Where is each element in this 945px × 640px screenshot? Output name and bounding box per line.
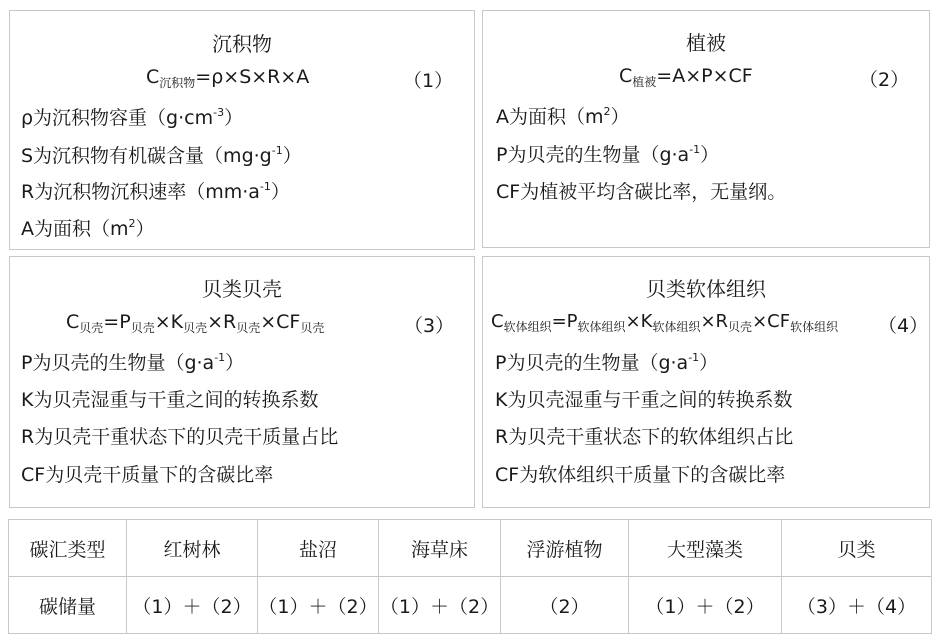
table-header-cell: 大型藻类 — [629, 520, 782, 577]
soft-tissue-line-biomass: P为贝壳的生物量$(g\cdot a^{-1})$ — [495, 351, 719, 374]
vegetation-formula: $C_{植被}=A\times P\times CF$ — [619, 65, 753, 89]
sediment-panel — [9, 10, 475, 250]
table-cell: （1）＋（2） — [258, 577, 379, 634]
table-cell: （3）＋（4） — [782, 577, 932, 634]
shell-panel — [9, 256, 475, 508]
table-header-cell: 红树林 — [127, 520, 258, 577]
table-cell: （1）＋（2） — [379, 577, 501, 634]
sediment-formula: $C_{沉积物}=\rho\times S\times R\times A$ — [146, 66, 310, 90]
shell-line-r: R为贝壳干重状态下的贝壳干质量占比 — [21, 426, 339, 448]
table-header-cell: 贝类 — [782, 520, 932, 577]
vegetation-line-area: A为面积$(m^2)$ — [496, 105, 630, 128]
vegetation-line-biomass: P为贝壳的生物量$(g\cdot a^{-1})$ — [496, 143, 720, 166]
table-header-cell: 浮游植物 — [501, 520, 629, 577]
table-header-cell: 海草床 — [379, 520, 501, 577]
sediment-title: 沉积物 — [212, 32, 272, 56]
soft-tissue-formula: $C_{软体组织}=P_{软体组织}\times K_{软体组织}\times R_{贝壳}\times CF_{软体组织}$ — [491, 311, 839, 334]
shell-line-biomass: P为贝壳的生物量$(g\cdot a^{-1})$ — [21, 351, 245, 374]
vegetation-panel — [482, 10, 930, 248]
table-header-cell: 碳汇类型 — [9, 520, 127, 577]
vegetation-line-cf: CF为植被平均含碳比率，无量纲。 — [496, 181, 787, 203]
sediment-line-carbon: S为沉积物有机碳含量$(mg\cdot g^{-1})$ — [21, 144, 302, 167]
soft-tissue-panel — [482, 256, 930, 508]
sediment-line-area: A为面积$(m^2)$ — [21, 217, 155, 240]
shell-formula: $C_{贝壳}=P_{贝壳}\times K_{贝壳}\times R_{贝壳}\times CF_{贝壳}$ — [66, 311, 325, 335]
table-cell: （1）＋（2） — [127, 577, 258, 634]
shell-line-k: K为贝壳湿重与干重之间的转换系数 — [21, 389, 319, 411]
soft-tissue-line-cf: CF为软体组织干质量下的含碳比率 — [495, 464, 786, 486]
table-cell: （2） — [501, 577, 629, 634]
table-cell: 碳储量 — [9, 577, 127, 634]
table-header-row — [9, 520, 932, 577]
table-row — [9, 577, 932, 634]
sediment-line-density: ρ为沉积物容重$(g\cdot cm^{-3})$ — [21, 106, 244, 129]
shell-line-cf: CF为贝壳干质量下的含碳比率 — [21, 464, 274, 486]
soft-tissue-line-r: R为贝壳干重状态下的软体组织占比 — [495, 426, 794, 448]
formula-number-4: （4） — [878, 315, 929, 337]
soft-tissue-title: 贝类软体组织 — [646, 277, 766, 301]
vegetation-title: 植被 — [686, 31, 726, 55]
formula-number-3: （3） — [404, 315, 455, 337]
table-header-cell: 盐沼 — [258, 520, 379, 577]
formula-number-2: （2） — [859, 69, 910, 91]
sediment-line-rate: R为沉积物沉积速率$(mm\cdot a^{-1})$ — [21, 180, 290, 203]
soft-tissue-line-k: K为贝壳湿重与干重之间的转换系数 — [495, 389, 793, 411]
formula-number-1: （1） — [403, 70, 454, 92]
shell-title: 贝类贝壳 — [202, 277, 282, 301]
carbon-sink-table — [8, 519, 932, 634]
table-cell: （1）＋（2） — [629, 577, 782, 634]
